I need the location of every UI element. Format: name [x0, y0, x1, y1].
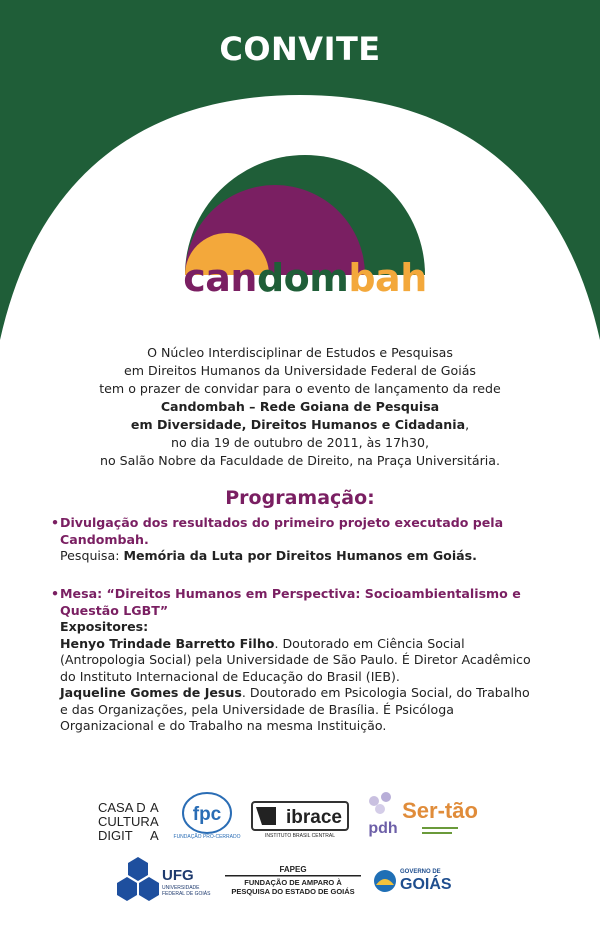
program-item-panel [51, 586, 540, 735]
page-title: CONVITE [219, 30, 381, 68]
program-item-heading: • Divulgação dos resultados do primeiro projeto executado pela Candombah. [51, 515, 504, 547]
svg-text:FUNDAÇÃO DE AMPARO À: FUNDAÇÃO DE AMPARO À [244, 878, 342, 887]
svg-text:FAPEG: FAPEG [279, 865, 307, 874]
svg-text:ibrace: ibrace [286, 807, 342, 828]
event-location: no Salão Nobre da Faculdade de Direito, na Praça Universitária. [99, 453, 501, 468]
pdh-logo [368, 792, 397, 837]
intro-line: tem o prazer de convidar para o evento de lançamento da rede [99, 381, 501, 396]
svg-text:UNIVERSIDADE: UNIVERSIDADE [162, 885, 200, 891]
svg-text:A: A [150, 814, 159, 829]
governo-goias-logo [374, 869, 452, 893]
speaker-bio-jaqueline: Jaqueline Gomes de Jesus. Doutorado em Psicologia Social, do Trabalho e das Organizações, pela Universidade de Brasília. É Psicóloga Organizacional e do Trabalho na mesma Instituição. [60, 685, 530, 733]
intro-line: em Direitos Humanos da Universidade Federal de Goiás [124, 363, 476, 378]
svg-text:Ser-tão: Ser-tão [402, 798, 478, 823]
svg-text:A: A [150, 828, 159, 843]
svg-text:CASA D: CASA D [98, 800, 146, 815]
svg-text:INSTITUTO BRASIL CENTRAL: INSTITUTO BRASIL CENTRAL [264, 833, 336, 839]
svg-text:fpc: fpc [192, 804, 222, 825]
svg-text:pdh: pdh [368, 820, 398, 837]
svg-text:GOIÁS: GOIÁS [400, 876, 452, 893]
speaker-bio-henyo: Henyo Trindade Barretto Filho. Doutorado em Ciência Social (Antropologia Social) pela Universidade de São Paulo. É Diretor Acadêmico do Instituto Internacional de Educação do Brasil (IEB). [60, 635, 531, 684]
svg-text:UFG: UFG [162, 867, 194, 884]
svg-text:A: A [150, 800, 159, 815]
casa-cultura-digital-logo [98, 800, 159, 843]
program-item-results [51, 515, 540, 565]
program-item-heading: • Mesa: “Direitos Humanos em Perspectiva: Socioambientalismo e Questão LGBT” [51, 586, 521, 618]
fapeg-logo [225, 865, 361, 896]
svg-text:GOVERNO DE: GOVERNO DE [400, 869, 441, 875]
svg-text:FEDERAL DE GOIÁS: FEDERAL DE GOIÁS [162, 891, 211, 897]
svg-text:DIGIT: DIGIT [98, 828, 133, 843]
sponsor-logos [0, 785, 600, 950]
fpc-logo [174, 793, 241, 840]
sertao-logo [402, 798, 478, 834]
ufg-logo [117, 857, 211, 901]
speakers-label: Expositores: [60, 619, 149, 634]
candombah-logo-wordmark: candombah [183, 256, 427, 300]
research-line: Pesquisa: Memória da Luta por Direitos Humanos em Goiás. [60, 548, 477, 563]
intro-line: O Núcleo Interdisciplinar de Estudos e Pesquisas [147, 345, 453, 360]
event-date: no dia 19 de outubro de 2011, às 17h30, [170, 435, 429, 450]
ibrace-logo [252, 802, 348, 839]
svg-text:CULTUR: CULTUR [98, 814, 150, 829]
network-subtitle: em Diversidade, Direitos Humanos e Cidadania, [130, 417, 470, 432]
network-name: Candombah – Rede Goiana de Pesquisa [160, 399, 440, 414]
program-title: Programação: [225, 487, 375, 509]
intro-text [40, 344, 560, 470]
svg-text:PESQUISA DO ESTADO DE GOIÁS: PESQUISA DO ESTADO DE GOIÁS [231, 887, 355, 896]
svg-text:FUNDAÇÃO PRÓ-CERRADO: FUNDAÇÃO PRÓ-CERRADO [173, 834, 241, 840]
